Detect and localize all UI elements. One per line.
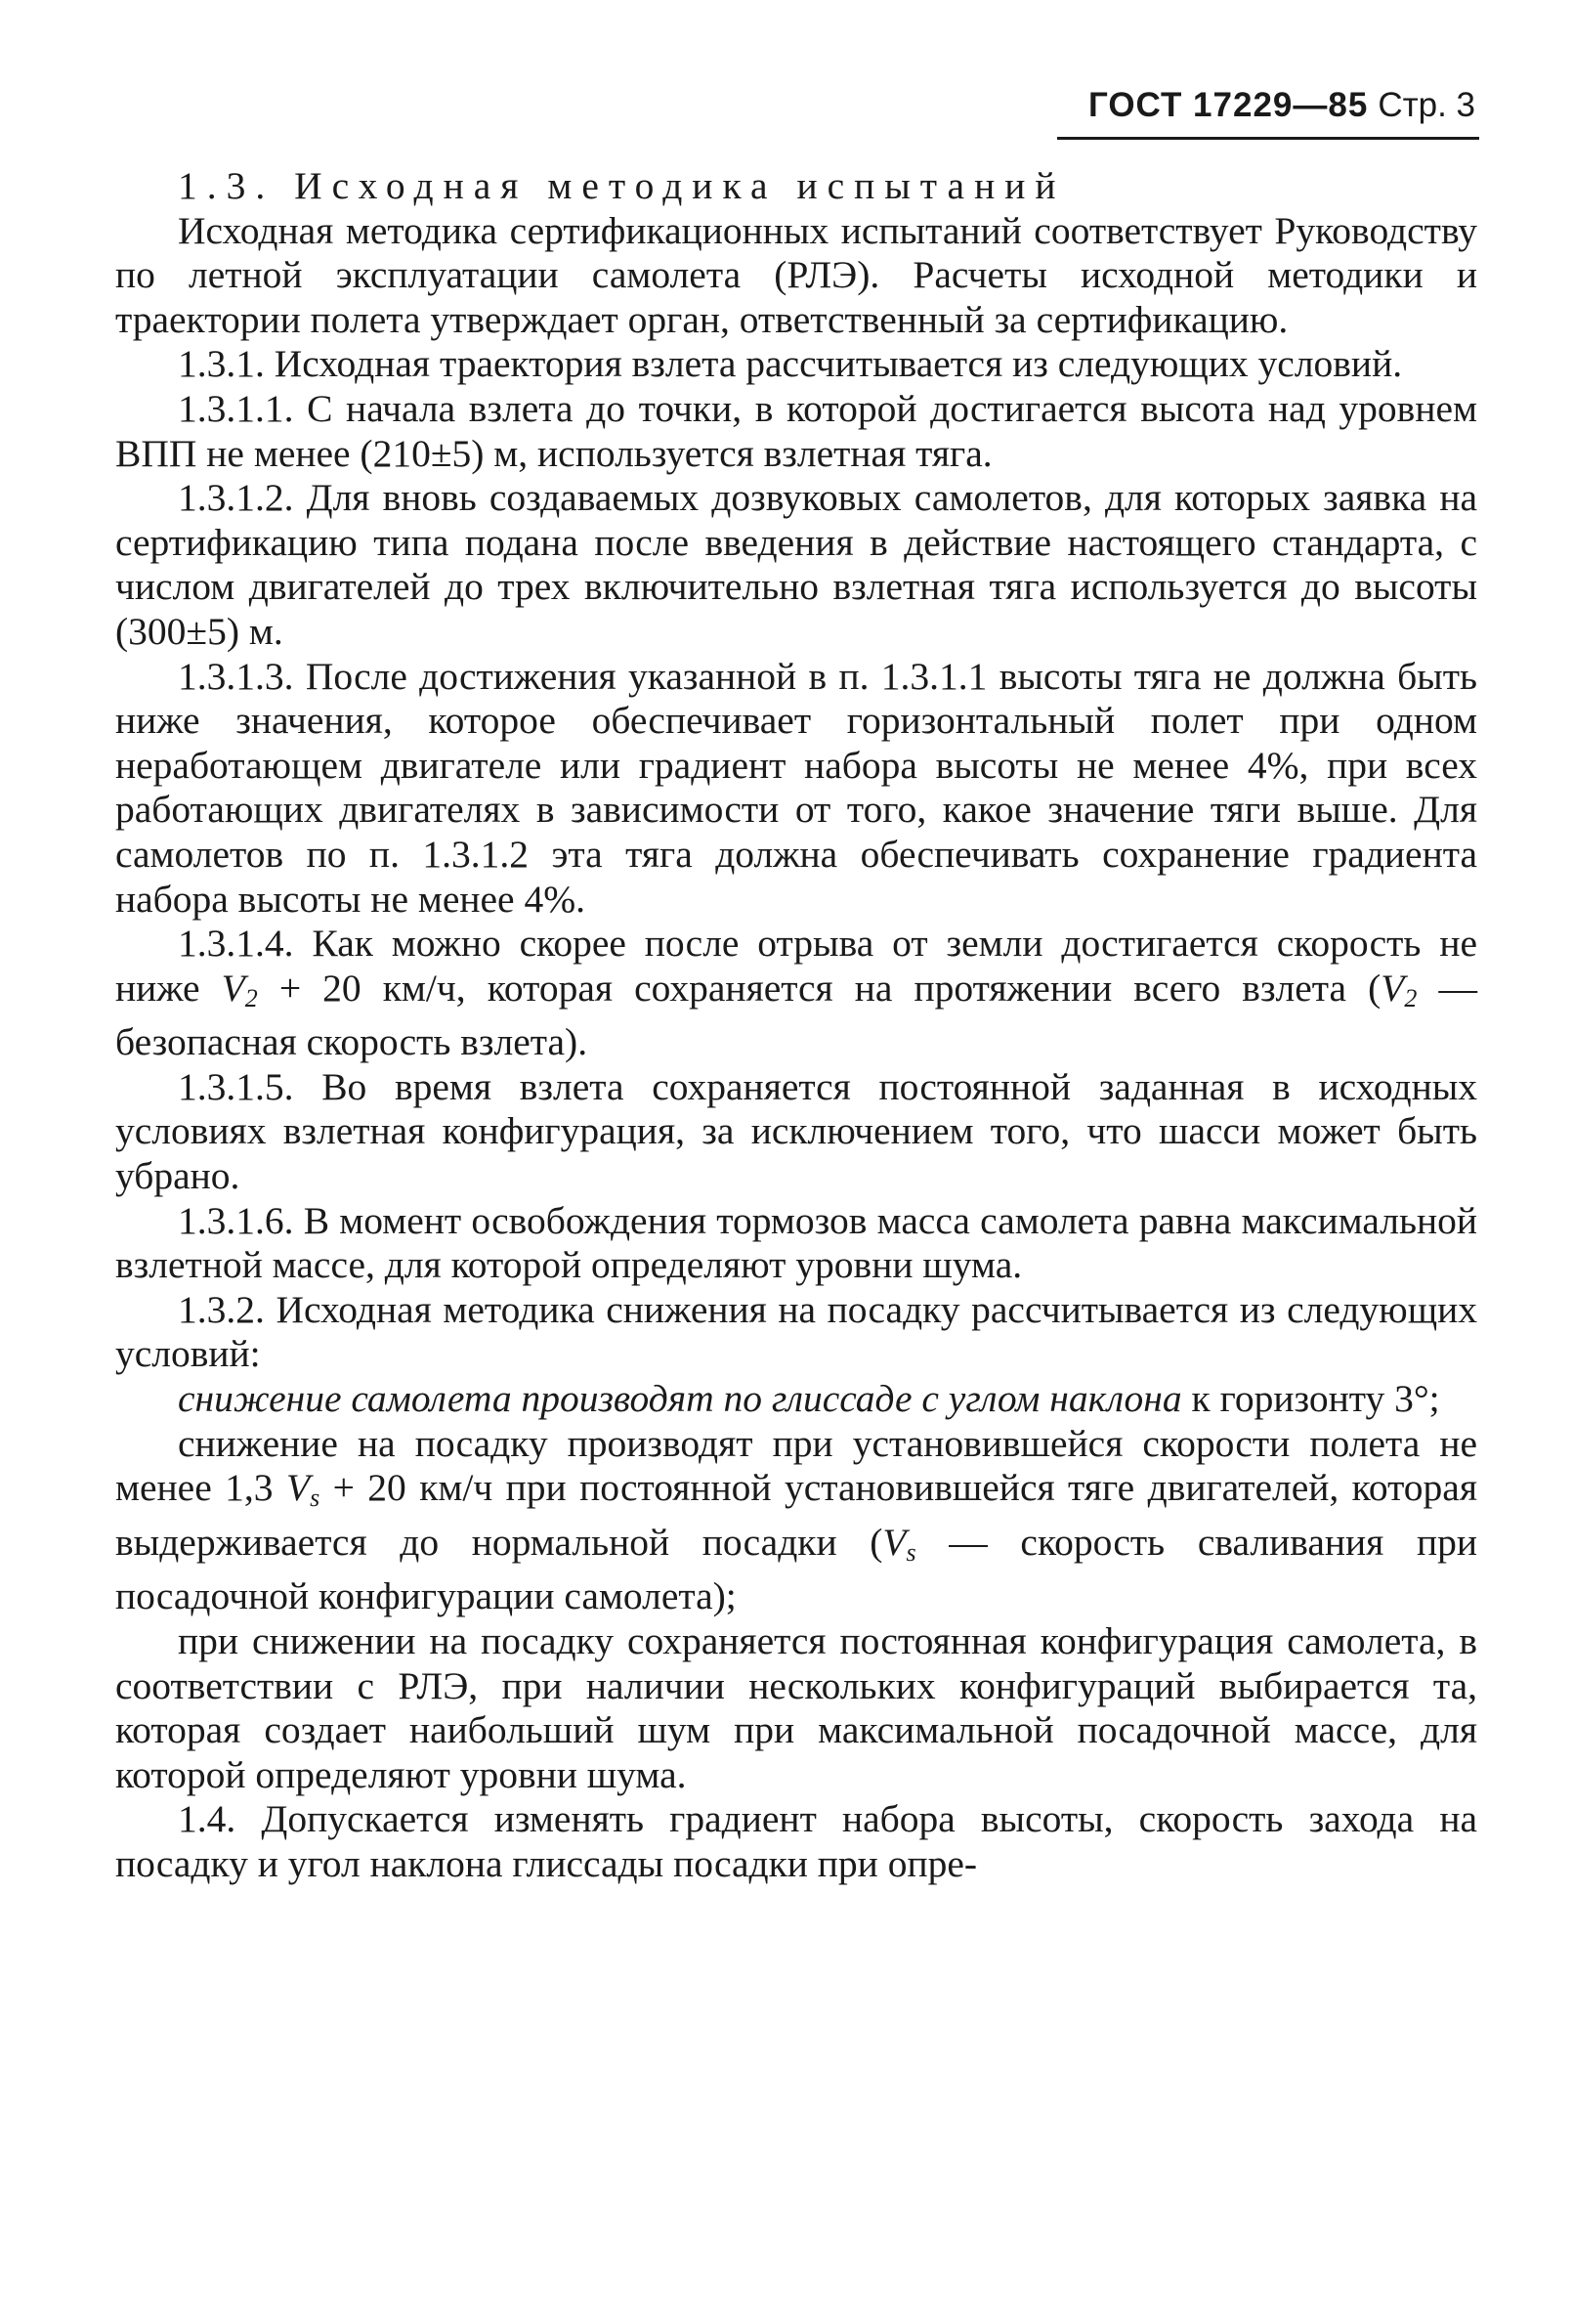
paragraph: 1.4. Допускается изменять градиент набора высоты, скорость захода на посадку и угол наклона глиссады посадки при опре- — [115, 1797, 1477, 1885]
text-run: — безопасная скорость взлета). — [115, 966, 1477, 1064]
paragraph: 1.3.1.5. Во время взлета сохраняется постоянной заданная в исходных условиях взлетная конфигурация, за исключением того, что шасси может быть убрано. — [115, 1064, 1477, 1198]
paragraph: 1.3.1.2. Для вновь создаваемых дозвуковых самолетов, для которых заявка на сертификацию типа подана после введения в действие настоящего стандарта, с числом двигателей до трех включительно взлетная тяга используется до высоты (300±5) м. — [115, 476, 1477, 653]
text-run: снижение на посадку производят при установившейся скорости полета не менее 1,3 — [115, 1421, 1477, 1510]
paragraph: 1.3.1. Исходная траектория взлета рассчитывается из следующих условий. — [178, 342, 1403, 386]
text-run: + 20 км/ч, которая сохраняется на протяжении всего взлета ( — [257, 966, 1382, 1010]
paragraph: 1.3.1.6. В момент освобождения тормозов масса самолета равна максимальной взлетной массе, для которой определяют уровни шума. — [115, 1198, 1477, 1287]
header-rule — [1057, 137, 1479, 140]
subscript: 2 — [244, 983, 258, 1012]
paragraph: при снижении на посадку сохраняется постоянная конфигурация самолета, в соответствии с РЛЭ, при наличии нескольких конфигураций выбирается та, которая создает наибольший шум при максимальной посадочной массе, для которой определяют уровни шума. — [115, 1619, 1477, 1796]
paragraph: 1.3.1.1. С начала взлета до точки, в которой достигается высота над уровнем ВПП не менее (210±5) м, используется взлетная тяга. — [115, 386, 1477, 475]
paragraph: Исходная методика сертификационных испытаний соответствует Руководству по летной эксплуатации самолета (РЛЭ). Расчеты исходной методики и траектории полета утверждает орган, ответственный за сертификацию. — [115, 208, 1477, 341]
velocity-symbol: V — [221, 966, 245, 1010]
subscript: 2 — [1404, 983, 1418, 1012]
velocity-symbol: V — [1381, 966, 1405, 1010]
standard-number: ГОСТ 17229—85 — [1087, 86, 1369, 124]
text-run: — скорость сваливания при посадочной конфигурации самолета); — [115, 1520, 1477, 1618]
italic-text-run: снижение самолета производят по глиссаде с углом наклона — [178, 1377, 1182, 1421]
text-run: + 20 км/ч при постоянной установившейся тяге двигателей, которая выдерживается до нормальной посадки ( — [115, 1466, 1478, 1564]
document-body — [115, 164, 1477, 1887]
page-number: Стр. 3 — [1378, 86, 1475, 124]
paragraph: 1.3.1.3. После достижения указанной в п. 1.3.1.1 высоты тяга не должна быть ниже значения, которое обеспечивает горизонтальный полет при одном неработающем двигателе или градиент набора высоты не менее 4%, при всех работающих двигателях в зависимости от того, какое значение тяги выше. Для самолетов по п. 1.3.1.2 эта тяга должна обеспечивать сохранение градиента набора высоты не менее 4%. — [115, 654, 1477, 921]
text-run: 1.3.1.4. Как можно скорее после отрыва от земли достигается скорость не ниже — [115, 922, 1477, 1010]
paragraph — [115, 1422, 1477, 1619]
subscript: s — [310, 1484, 320, 1513]
section-heading: 1.3. Исходная методика испытаний — [178, 164, 1066, 207]
text-run: к горизонту 3°; — [1181, 1377, 1440, 1421]
velocity-symbol: V — [285, 1466, 311, 1510]
paragraph — [115, 1377, 1477, 1422]
velocity-symbol: V — [882, 1520, 907, 1564]
subscript: s — [906, 1537, 916, 1567]
paragraph — [115, 922, 1477, 1065]
paragraph: 1.3.2. Исходная методика снижения на посадку рассчитывается из следующих условий: — [115, 1287, 1477, 1376]
page-header — [1088, 84, 1475, 127]
